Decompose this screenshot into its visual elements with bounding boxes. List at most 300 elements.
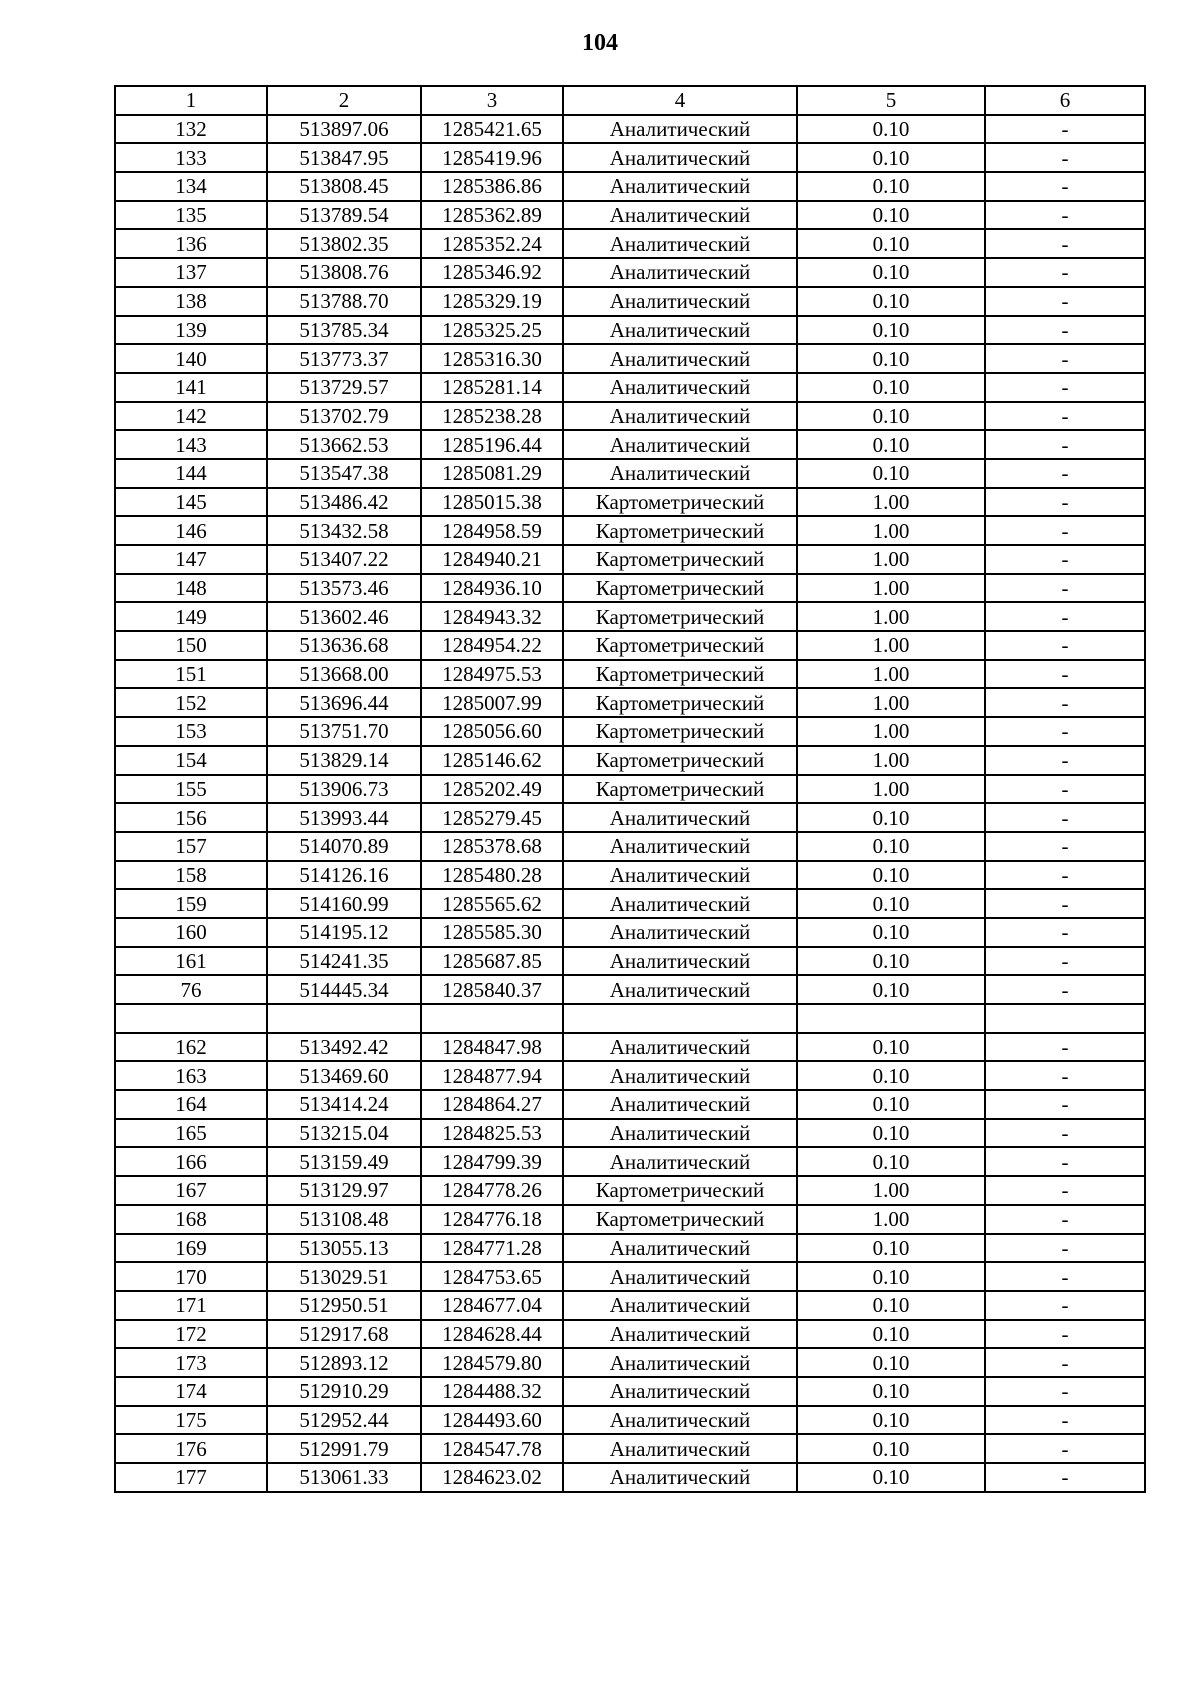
- point-number-cell: 154: [115, 746, 267, 775]
- accuracy-cell: 0.10: [797, 889, 985, 918]
- x-coordinate-cell: 513159.49: [267, 1147, 421, 1176]
- table-row: [115, 459, 1145, 488]
- accuracy-cell: 0.10: [797, 1119, 985, 1148]
- y-coordinate-cell: 1284628.44: [421, 1320, 563, 1349]
- table-row: [115, 258, 1145, 287]
- table-row: [115, 201, 1145, 230]
- x-coordinate-cell: 513696.44: [267, 688, 421, 717]
- y-coordinate-cell: 1285238.28: [421, 402, 563, 431]
- y-coordinate-cell: 1284940.21: [421, 545, 563, 574]
- point-number-cell: 145: [115, 488, 267, 517]
- y-coordinate-cell: 1284547.78: [421, 1434, 563, 1463]
- table-row: [115, 545, 1145, 574]
- point-number-cell: 174: [115, 1377, 267, 1406]
- y-coordinate-cell: 1285585.30: [421, 918, 563, 947]
- column-header: 3: [421, 86, 563, 115]
- table-row: [115, 688, 1145, 717]
- point-number-cell: 156: [115, 803, 267, 832]
- table-row: [115, 746, 1145, 775]
- x-coordinate-cell: 513108.48: [267, 1205, 421, 1234]
- method-cell: Картометрический: [563, 574, 797, 603]
- description-cell: -: [985, 688, 1145, 717]
- y-coordinate-cell: 1284877.94: [421, 1061, 563, 1090]
- point-number-cell: 172: [115, 1320, 267, 1349]
- method-cell: Картометрический: [563, 717, 797, 746]
- accuracy-cell: 1.00: [797, 746, 985, 775]
- x-coordinate-cell: 512950.51: [267, 1291, 421, 1320]
- method-cell: Картометрический: [563, 1205, 797, 1234]
- point-number-cell: 142: [115, 402, 267, 431]
- method-cell: Аналитический: [563, 918, 797, 947]
- method-cell: Картометрический: [563, 516, 797, 545]
- table-row: [115, 488, 1145, 517]
- accuracy-cell: 1.00: [797, 688, 985, 717]
- description-cell: -: [985, 545, 1145, 574]
- x-coordinate-cell: 513729.57: [267, 373, 421, 402]
- x-coordinate-cell: 512910.29: [267, 1377, 421, 1406]
- x-coordinate-cell: [267, 1004, 421, 1033]
- table-row: [115, 1004, 1145, 1033]
- table-row: [115, 516, 1145, 545]
- y-coordinate-cell: 1285421.65: [421, 115, 563, 144]
- y-coordinate-cell: 1284776.18: [421, 1205, 563, 1234]
- x-coordinate-cell: 513773.37: [267, 344, 421, 373]
- point-number-cell: 160: [115, 918, 267, 947]
- table-row: [115, 717, 1145, 746]
- x-coordinate-cell: 513055.13: [267, 1234, 421, 1263]
- y-coordinate-cell: 1285325.25: [421, 316, 563, 345]
- point-number-cell: 76: [115, 975, 267, 1004]
- y-coordinate-cell: 1284799.39: [421, 1147, 563, 1176]
- y-coordinate-cell: 1285007.99: [421, 688, 563, 717]
- y-coordinate-cell: 1285196.44: [421, 430, 563, 459]
- table-row: [115, 1463, 1145, 1492]
- table-row: [115, 143, 1145, 172]
- method-cell: Аналитический: [563, 1434, 797, 1463]
- x-coordinate-cell: 513906.73: [267, 775, 421, 804]
- y-coordinate-cell: 1285840.37: [421, 975, 563, 1004]
- y-coordinate-cell: 1284778.26: [421, 1176, 563, 1205]
- method-cell: Аналитический: [563, 1234, 797, 1263]
- method-cell: Аналитический: [563, 201, 797, 230]
- table-row: [115, 1348, 1145, 1377]
- point-number-cell: 155: [115, 775, 267, 804]
- accuracy-cell: 0.10: [797, 344, 985, 373]
- description-cell: -: [985, 1348, 1145, 1377]
- table-row: [115, 803, 1145, 832]
- x-coordinate-cell: 513215.04: [267, 1119, 421, 1148]
- y-coordinate-cell: 1284677.04: [421, 1291, 563, 1320]
- y-coordinate-cell: 1284488.32: [421, 1377, 563, 1406]
- method-cell: Аналитический: [563, 1262, 797, 1291]
- table-row: [115, 631, 1145, 660]
- accuracy-cell: 0.10: [797, 287, 985, 316]
- y-coordinate-cell: 1285202.49: [421, 775, 563, 804]
- y-coordinate-cell: 1284943.32: [421, 602, 563, 631]
- accuracy-cell: 0.10: [797, 1291, 985, 1320]
- method-cell: Аналитический: [563, 803, 797, 832]
- table-row: [115, 1377, 1145, 1406]
- point-number-cell: 137: [115, 258, 267, 287]
- point-number-cell: [115, 1004, 267, 1033]
- table-row: [115, 1061, 1145, 1090]
- table-row: [115, 1205, 1145, 1234]
- method-cell: Аналитический: [563, 344, 797, 373]
- accuracy-cell: 1.00: [797, 631, 985, 660]
- accuracy-cell: 1.00: [797, 602, 985, 631]
- column-header: 5: [797, 86, 985, 115]
- method-cell: Картометрический: [563, 631, 797, 660]
- method-cell: Аналитический: [563, 172, 797, 201]
- description-cell: -: [985, 316, 1145, 345]
- y-coordinate-cell: 1284954.22: [421, 631, 563, 660]
- y-coordinate-cell: 1285565.62: [421, 889, 563, 918]
- table-row: [115, 660, 1145, 689]
- method-cell: Картометрический: [563, 602, 797, 631]
- y-coordinate-cell: 1285316.30: [421, 344, 563, 373]
- point-number-cell: 170: [115, 1262, 267, 1291]
- table-row: [115, 775, 1145, 804]
- accuracy-cell: 0.10: [797, 1262, 985, 1291]
- method-cell: Аналитический: [563, 889, 797, 918]
- table-row: [115, 229, 1145, 258]
- point-number-cell: 152: [115, 688, 267, 717]
- x-coordinate-cell: 512893.12: [267, 1348, 421, 1377]
- point-number-cell: 146: [115, 516, 267, 545]
- table-row: [115, 373, 1145, 402]
- description-cell: -: [985, 947, 1145, 976]
- y-coordinate-cell: 1285081.29: [421, 459, 563, 488]
- accuracy-cell: 1.00: [797, 545, 985, 574]
- accuracy-cell: 1.00: [797, 488, 985, 517]
- description-cell: -: [985, 115, 1145, 144]
- accuracy-cell: 0.10: [797, 373, 985, 402]
- method-cell: Аналитический: [563, 1119, 797, 1148]
- method-cell: Аналитический: [563, 832, 797, 861]
- method-cell: Аналитический: [563, 316, 797, 345]
- method-cell: Аналитический: [563, 430, 797, 459]
- point-number-cell: 139: [115, 316, 267, 345]
- y-coordinate-cell: 1284975.53: [421, 660, 563, 689]
- description-cell: -: [985, 1205, 1145, 1234]
- method-cell: Картометрический: [563, 488, 797, 517]
- description-cell: -: [985, 229, 1145, 258]
- description-cell: -: [985, 717, 1145, 746]
- accuracy-cell: 1.00: [797, 717, 985, 746]
- table-row: [115, 602, 1145, 631]
- description-cell: -: [985, 172, 1145, 201]
- x-coordinate-cell: 513897.06: [267, 115, 421, 144]
- accuracy-cell: 1.00: [797, 1205, 985, 1234]
- point-number-cell: 134: [115, 172, 267, 201]
- point-number-cell: 158: [115, 861, 267, 890]
- column-header: 1: [115, 86, 267, 115]
- accuracy-cell: 1.00: [797, 775, 985, 804]
- accuracy-cell: [797, 1004, 985, 1033]
- point-number-cell: 177: [115, 1463, 267, 1492]
- table-row: [115, 287, 1145, 316]
- point-number-cell: 161: [115, 947, 267, 976]
- description-cell: -: [985, 1262, 1145, 1291]
- description-cell: -: [985, 861, 1145, 890]
- method-cell: Аналитический: [563, 1377, 797, 1406]
- x-coordinate-cell: 513432.58: [267, 516, 421, 545]
- x-coordinate-cell: 514126.16: [267, 861, 421, 890]
- description-cell: -: [985, 143, 1145, 172]
- y-coordinate-cell: [421, 1004, 563, 1033]
- description-cell: -: [985, 1463, 1145, 1492]
- description-cell: -: [985, 803, 1145, 832]
- x-coordinate-cell: 513808.76: [267, 258, 421, 287]
- y-coordinate-cell: 1285687.85: [421, 947, 563, 976]
- table-row: [115, 1291, 1145, 1320]
- point-number-cell: 157: [115, 832, 267, 861]
- method-cell: Аналитический: [563, 115, 797, 144]
- method-cell: Картометрический: [563, 746, 797, 775]
- method-cell: Аналитический: [563, 975, 797, 1004]
- description-cell: -: [985, 660, 1145, 689]
- y-coordinate-cell: 1284864.27: [421, 1090, 563, 1119]
- point-number-cell: 159: [115, 889, 267, 918]
- description-cell: -: [985, 1377, 1145, 1406]
- description-cell: -: [985, 402, 1145, 431]
- description-cell: -: [985, 602, 1145, 631]
- x-coordinate-cell: 513668.00: [267, 660, 421, 689]
- point-number-cell: 133: [115, 143, 267, 172]
- method-cell: Картометрический: [563, 688, 797, 717]
- description-cell: -: [985, 975, 1145, 1004]
- accuracy-cell: 0.10: [797, 1377, 985, 1406]
- y-coordinate-cell: 1284958.59: [421, 516, 563, 545]
- method-cell: Аналитический: [563, 229, 797, 258]
- table-row: [115, 574, 1145, 603]
- point-number-cell: 162: [115, 1033, 267, 1062]
- coordinates-table: [114, 85, 1146, 1493]
- table-row: [115, 947, 1145, 976]
- point-number-cell: 153: [115, 717, 267, 746]
- description-cell: -: [985, 631, 1145, 660]
- y-coordinate-cell: 1284847.98: [421, 1033, 563, 1062]
- y-coordinate-cell: 1285015.38: [421, 488, 563, 517]
- column-header: 6: [985, 86, 1145, 115]
- table-row: [115, 1406, 1145, 1435]
- accuracy-cell: 0.10: [797, 1463, 985, 1492]
- x-coordinate-cell: 513662.53: [267, 430, 421, 459]
- method-cell: Аналитический: [563, 861, 797, 890]
- x-coordinate-cell: 513407.22: [267, 545, 421, 574]
- accuracy-cell: 0.10: [797, 1434, 985, 1463]
- accuracy-cell: 1.00: [797, 1176, 985, 1205]
- point-number-cell: 166: [115, 1147, 267, 1176]
- description-cell: -: [985, 1406, 1145, 1435]
- table-row: [115, 1119, 1145, 1148]
- x-coordinate-cell: 513547.38: [267, 459, 421, 488]
- x-coordinate-cell: 513788.70: [267, 287, 421, 316]
- description-cell: -: [985, 1320, 1145, 1349]
- method-cell: Аналитический: [563, 1320, 797, 1349]
- point-number-cell: 171: [115, 1291, 267, 1320]
- accuracy-cell: 0.10: [797, 459, 985, 488]
- description-cell: -: [985, 746, 1145, 775]
- method-cell: Аналитический: [563, 1463, 797, 1492]
- accuracy-cell: 0.10: [797, 861, 985, 890]
- x-coordinate-cell: 513802.35: [267, 229, 421, 258]
- description-cell: -: [985, 1061, 1145, 1090]
- method-cell: Картометрический: [563, 775, 797, 804]
- x-coordinate-cell: 513061.33: [267, 1463, 421, 1492]
- accuracy-cell: 0.10: [797, 402, 985, 431]
- point-number-cell: 168: [115, 1205, 267, 1234]
- x-coordinate-cell: 513602.46: [267, 602, 421, 631]
- table-row: [115, 402, 1145, 431]
- x-coordinate-cell: 513993.44: [267, 803, 421, 832]
- method-cell: Аналитический: [563, 402, 797, 431]
- x-coordinate-cell: 513789.54: [267, 201, 421, 230]
- method-cell: Аналитический: [563, 287, 797, 316]
- accuracy-cell: 0.10: [797, 1061, 985, 1090]
- table-row: [115, 832, 1145, 861]
- x-coordinate-cell: 513573.46: [267, 574, 421, 603]
- accuracy-cell: 0.10: [797, 316, 985, 345]
- x-coordinate-cell: 512952.44: [267, 1406, 421, 1435]
- y-coordinate-cell: 1285056.60: [421, 717, 563, 746]
- y-coordinate-cell: 1284936.10: [421, 574, 563, 603]
- x-coordinate-cell: 514070.89: [267, 832, 421, 861]
- accuracy-cell: 1.00: [797, 574, 985, 603]
- y-coordinate-cell: 1284579.80: [421, 1348, 563, 1377]
- x-coordinate-cell: 514160.99: [267, 889, 421, 918]
- y-coordinate-cell: 1285362.89: [421, 201, 563, 230]
- x-coordinate-cell: 513829.14: [267, 746, 421, 775]
- x-coordinate-cell: 513702.79: [267, 402, 421, 431]
- y-coordinate-cell: 1284623.02: [421, 1463, 563, 1492]
- method-cell: Аналитический: [563, 1147, 797, 1176]
- method-cell: Аналитический: [563, 1061, 797, 1090]
- description-cell: -: [985, 488, 1145, 517]
- accuracy-cell: 0.10: [797, 172, 985, 201]
- x-coordinate-cell: 513414.24: [267, 1090, 421, 1119]
- y-coordinate-cell: 1284825.53: [421, 1119, 563, 1148]
- y-coordinate-cell: 1285346.92: [421, 258, 563, 287]
- accuracy-cell: 0.10: [797, 229, 985, 258]
- accuracy-cell: 1.00: [797, 660, 985, 689]
- x-coordinate-cell: 514241.35: [267, 947, 421, 976]
- description-cell: -: [985, 459, 1145, 488]
- point-number-cell: 140: [115, 344, 267, 373]
- method-cell: Аналитический: [563, 947, 797, 976]
- description-cell: -: [985, 258, 1145, 287]
- y-coordinate-cell: 1285352.24: [421, 229, 563, 258]
- x-coordinate-cell: 513751.70: [267, 717, 421, 746]
- method-cell: Картометрический: [563, 1176, 797, 1205]
- method-cell: Аналитический: [563, 1348, 797, 1377]
- x-coordinate-cell: 513486.42: [267, 488, 421, 517]
- point-number-cell: 164: [115, 1090, 267, 1119]
- description-cell: -: [985, 832, 1145, 861]
- description-cell: -: [985, 574, 1145, 603]
- x-coordinate-cell: 513129.97: [267, 1176, 421, 1205]
- method-cell: Аналитический: [563, 1090, 797, 1119]
- description-cell: -: [985, 889, 1145, 918]
- accuracy-cell: 1.00: [797, 516, 985, 545]
- method-cell: Картометрический: [563, 545, 797, 574]
- accuracy-cell: 0.10: [797, 832, 985, 861]
- accuracy-cell: 0.10: [797, 1234, 985, 1263]
- table-row: [115, 172, 1145, 201]
- x-coordinate-cell: 513847.95: [267, 143, 421, 172]
- accuracy-cell: 0.10: [797, 1033, 985, 1062]
- x-coordinate-cell: 513636.68: [267, 631, 421, 660]
- point-number-cell: 151: [115, 660, 267, 689]
- description-cell: -: [985, 1090, 1145, 1119]
- x-coordinate-cell: 513469.60: [267, 1061, 421, 1090]
- point-number-cell: 136: [115, 229, 267, 258]
- accuracy-cell: 0.10: [797, 258, 985, 287]
- description-cell: -: [985, 775, 1145, 804]
- point-number-cell: 167: [115, 1176, 267, 1205]
- column-header: 2: [267, 86, 421, 115]
- point-number-cell: 169: [115, 1234, 267, 1263]
- table-row: [115, 889, 1145, 918]
- y-coordinate-cell: 1285378.68: [421, 832, 563, 861]
- point-number-cell: 176: [115, 1434, 267, 1463]
- table-body: [115, 86, 1145, 1492]
- method-cell: Картометрический: [563, 660, 797, 689]
- column-header: 4: [563, 86, 797, 115]
- x-coordinate-cell: 512991.79: [267, 1434, 421, 1463]
- accuracy-cell: 0.10: [797, 947, 985, 976]
- accuracy-cell: 0.10: [797, 803, 985, 832]
- table-row: [115, 1434, 1145, 1463]
- y-coordinate-cell: 1284753.65: [421, 1262, 563, 1291]
- description-cell: -: [985, 1119, 1145, 1148]
- point-number-cell: 149: [115, 602, 267, 631]
- accuracy-cell: 0.10: [797, 918, 985, 947]
- description-cell: -: [985, 1234, 1145, 1263]
- table-row: [115, 918, 1145, 947]
- point-number-cell: 141: [115, 373, 267, 402]
- y-coordinate-cell: 1284493.60: [421, 1406, 563, 1435]
- x-coordinate-cell: 514195.12: [267, 918, 421, 947]
- accuracy-cell: 0.10: [797, 201, 985, 230]
- method-cell: Аналитический: [563, 1406, 797, 1435]
- x-coordinate-cell: 513808.45: [267, 172, 421, 201]
- description-cell: -: [985, 1033, 1145, 1062]
- x-coordinate-cell: 513492.42: [267, 1033, 421, 1062]
- description-cell: -: [985, 516, 1145, 545]
- y-coordinate-cell: 1285279.45: [421, 803, 563, 832]
- x-coordinate-cell: 514445.34: [267, 975, 421, 1004]
- description-cell: -: [985, 1291, 1145, 1320]
- point-number-cell: 144: [115, 459, 267, 488]
- y-coordinate-cell: 1285419.96: [421, 143, 563, 172]
- description-cell: -: [985, 1176, 1145, 1205]
- description-cell: -: [985, 918, 1145, 947]
- method-cell: Аналитический: [563, 258, 797, 287]
- method-cell: Аналитический: [563, 459, 797, 488]
- accuracy-cell: 0.10: [797, 1406, 985, 1435]
- point-number-cell: 163: [115, 1061, 267, 1090]
- point-number-cell: 135: [115, 201, 267, 230]
- table-row: [115, 1262, 1145, 1291]
- point-number-cell: 173: [115, 1348, 267, 1377]
- point-number-cell: 175: [115, 1406, 267, 1435]
- page-number: 104: [582, 30, 618, 56]
- table-row: [115, 1176, 1145, 1205]
- description-cell: -: [985, 201, 1145, 230]
- accuracy-cell: 0.10: [797, 1348, 985, 1377]
- table-row: [115, 1147, 1145, 1176]
